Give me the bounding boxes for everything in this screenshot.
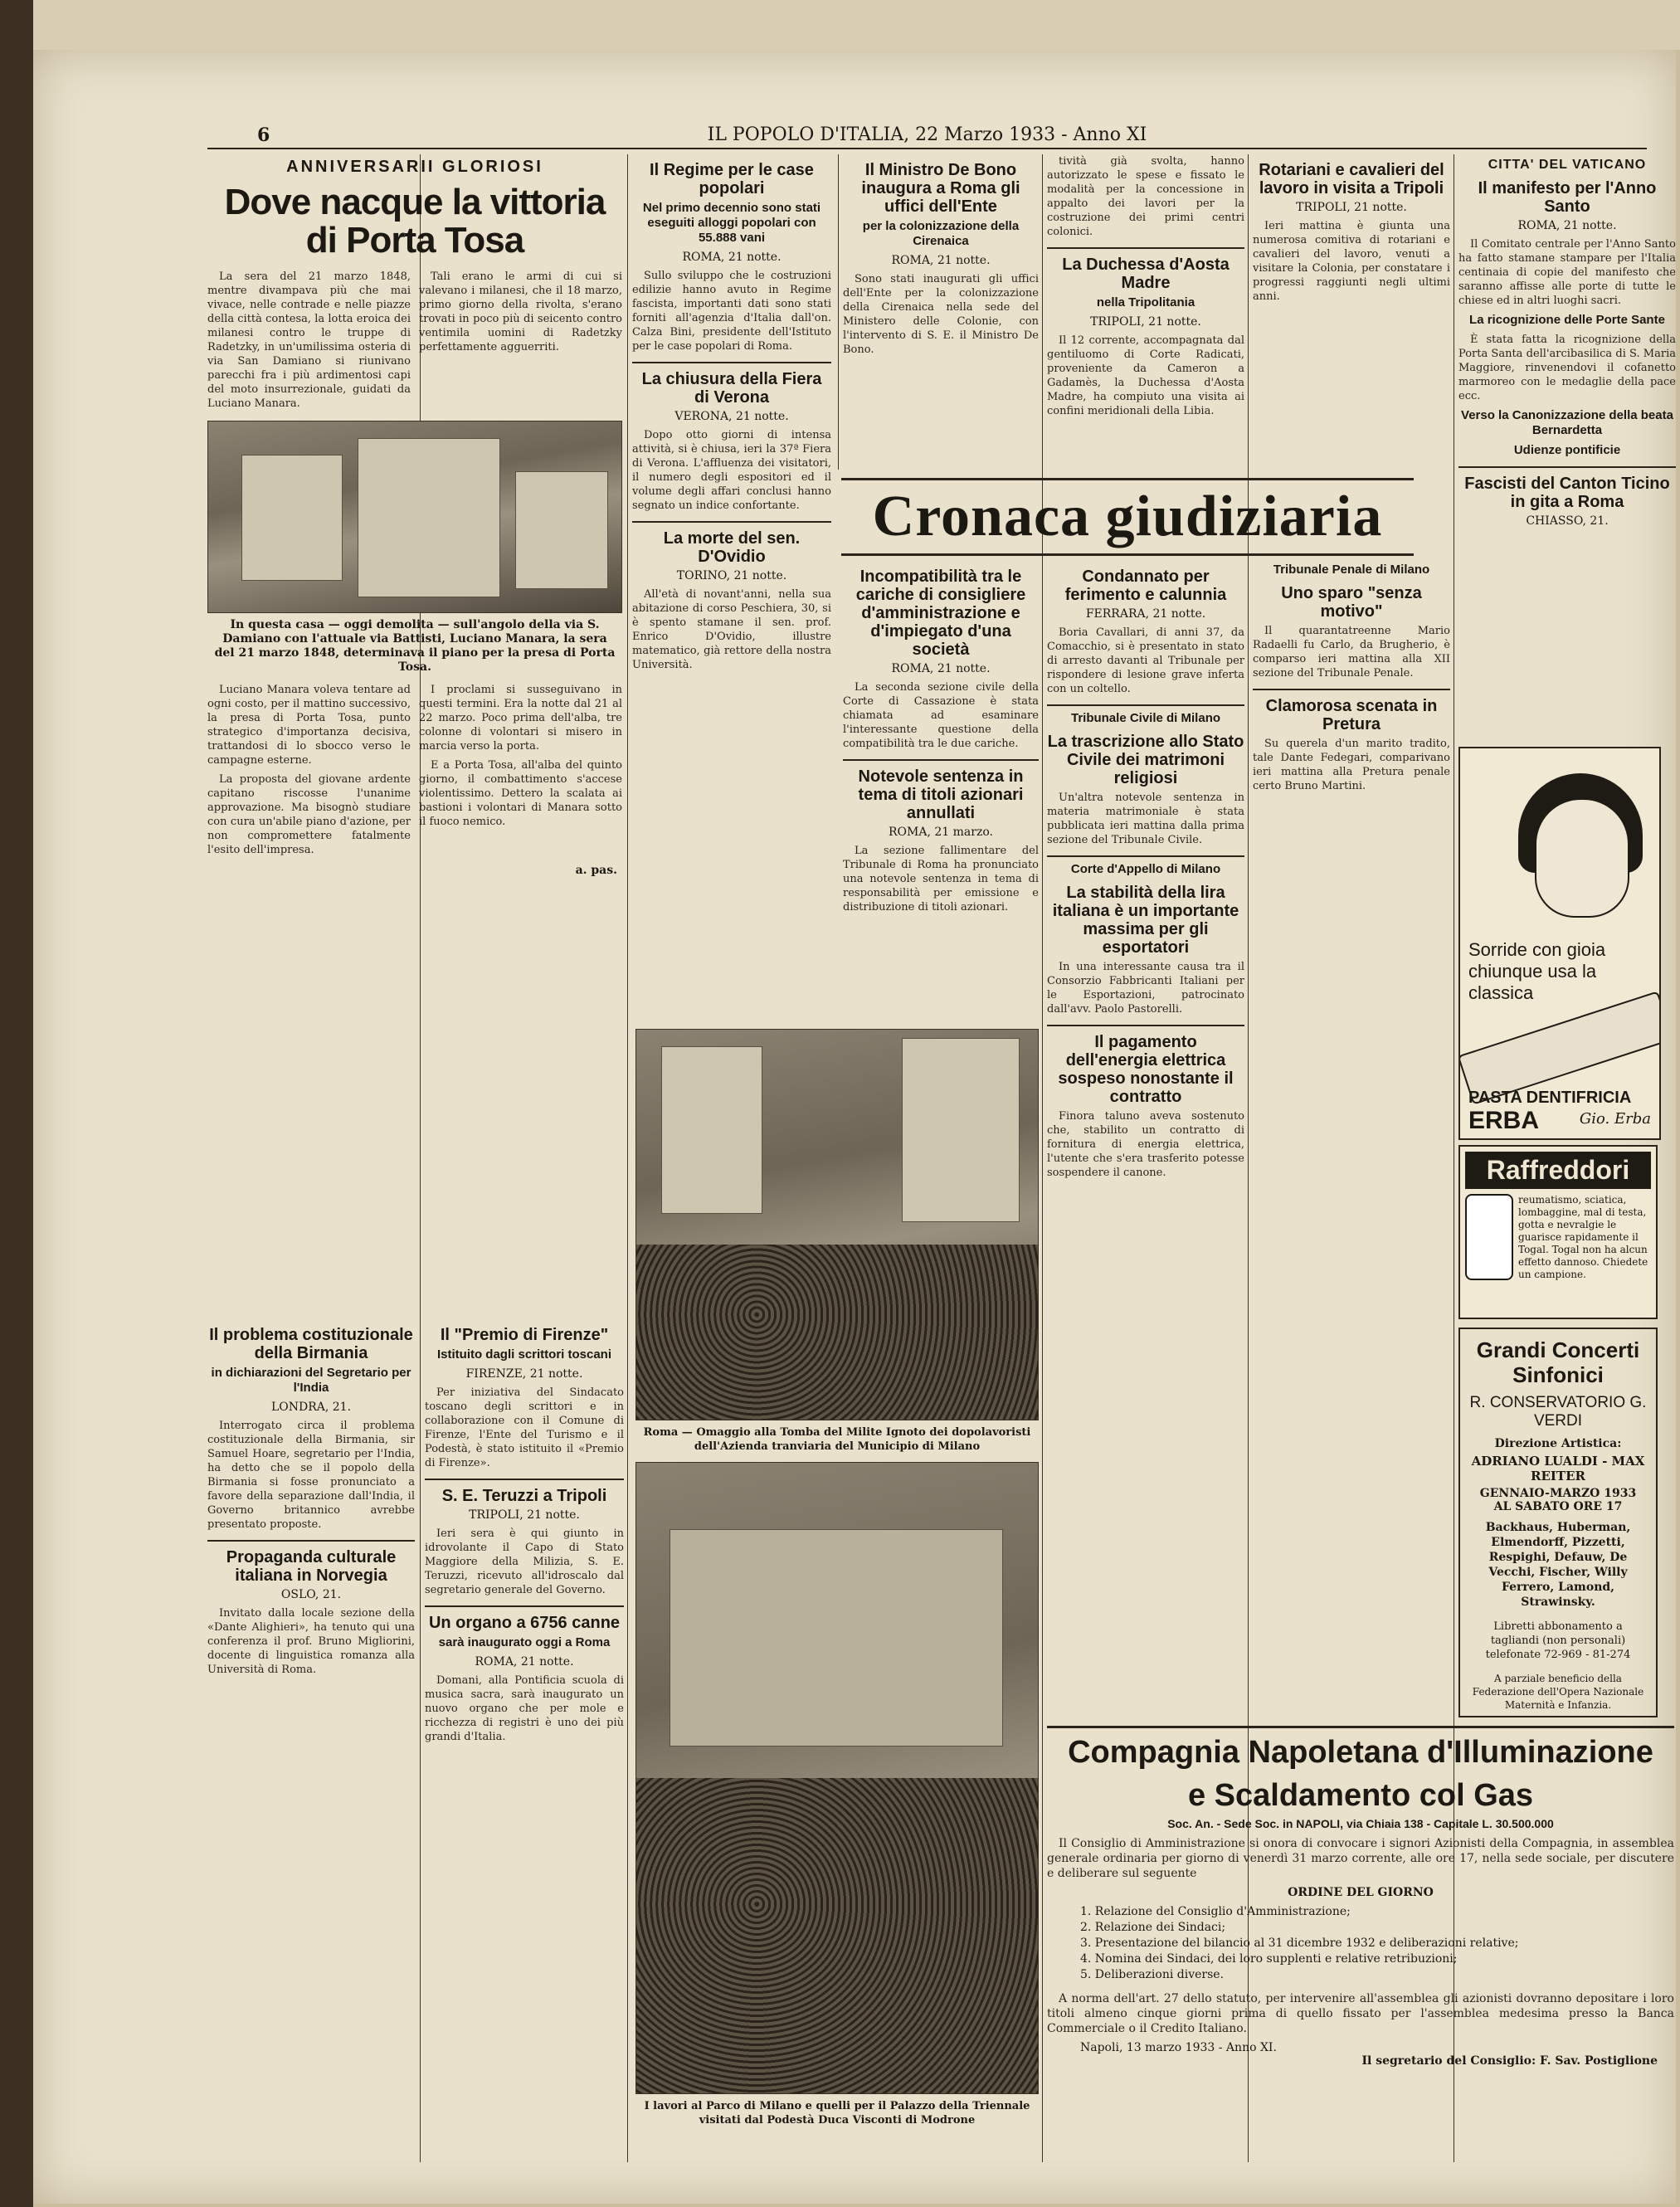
ad-title: Grandi Concerti Sinfonici (1476, 1337, 1640, 1387)
court-kicker: Corte d'Appello di Milano (1070, 862, 1221, 876)
headline-notevole-sentenza: Notevole sentenza in tema di titoli azionari annullati (858, 767, 1024, 822)
ad-tagline: classica (1468, 982, 1534, 1003)
agenda-item: 5. Deliberazioni diverse. (1080, 1968, 1225, 1981)
article-text: I proclami si susseguivano in questi termini. Era la notte dal 21 al 22 marzo. Poco prima dell'alba, tre colonne di volontari si misero in marcia verso la porta. (419, 684, 622, 753)
page-header-title: IL POPOLO D'ITALIA, 22 Marzo 1933 - Anno XI (707, 124, 1147, 145)
dateline: ROMA, 21 notte. (891, 662, 991, 675)
headline-duchessa: La Duchessa d'Aosta Madre (1062, 256, 1230, 292)
agenda-item: 4. Nomina dei Sindaci, dei loro supplenti e relative retribuzioni; (1080, 1952, 1458, 1966)
ad-togal-raffreddori (1458, 1145, 1658, 1319)
court-kicker: Tribunale Penale di Milano (1273, 563, 1430, 577)
dateline: ROMA, 21 notte. (475, 1655, 574, 1669)
article-text: Il Comitato centrale per l'Anno Santo ha fatto stamane stampare per l'Italia centinaia di copie del manifesto che saranno affisse alle porte di tutte le chiese ed in altri luoghi sacri. (1458, 238, 1676, 307)
photo-casa-san-damiano (207, 421, 622, 613)
agenda-item: 2. Relazione dei Sindaci; (1080, 1921, 1226, 1934)
headline-incompatibilita: Incompatibilità tra le cariche di consigliere d'amministrazione e d'impiegato d'una società (855, 568, 1026, 659)
ad-brand-name: ERBA (1468, 1107, 1540, 1134)
dateline: OSLO, 21. (280, 1588, 342, 1601)
article-rotariani (1253, 154, 1450, 470)
headline-ferimento-calunnia: Condannato per ferimento e calunnia (1064, 568, 1227, 604)
article-text: Domani, alla Pontificia scuola di musica sacra, sarà inaugurato un nuovo organo che per mole e ricchezza di registri è uno dei più grandi d'Italia. (425, 1674, 624, 1743)
column-rule (1042, 154, 1043, 2162)
subhead: La ricognizione delle Porte Sante (1469, 313, 1665, 327)
ad-text: Direzione Artistica: (1494, 1437, 1622, 1450)
dateline: FERRARA, 21 notte. (1085, 607, 1206, 621)
ad-tagline: chiunque usa la (1468, 961, 1597, 982)
article-text: All'età di novant'anni, nella sua abitazione di corso Peschiera, 30, si è spento stamane il sen. prof. Enrico D'Ovidio, illustre matematico, già rettore della nostra Università. (632, 588, 831, 671)
section-banner-cronaca-giudiziaria: Cronaca giudiziaria (841, 478, 1414, 556)
photo-milite-ignoto (635, 1029, 1039, 1420)
dateline: TRIPOLI, 21 notte. (1296, 201, 1407, 214)
ad-tagline: Sorride con gioia (1468, 939, 1606, 960)
headline-organo: Un organo a 6756 canne (428, 1614, 621, 1632)
notice-text: A norma dell'art. 27 dello statuto, per intervenire all'assemblea gli azionisti dovranno depositare i loro titoli almeno cinque giorni prima di quello fissato per l'assemblea medesima presso la Banca Commerciale o il Credito Italiano. (1047, 1992, 1674, 2035)
agenda-title: ORDINE DEL GIORNO (1288, 1886, 1434, 1899)
article-text: Dopo otto giorni di intensa attività, si è chiusa, ieri la 37ª Fiera di Verona. L'affluenza dei visitatori, il numero degli espositori ed il volume degli affari conclusi hanno segnato un indice confortante. (632, 429, 831, 512)
ad-title: Raffreddori (1465, 1152, 1651, 1189)
subhead: Nel primo decennio sono stati eseguiti alloggi popolari con 55.888 vani (642, 201, 821, 245)
headline-norvegia: Propaganda culturale italiana in Norvegia (226, 1548, 397, 1585)
notice-date: Napoli, 13 marzo 1933 - Anno XI. (1080, 2041, 1277, 2054)
ad-text: A parziale beneficio della Federazione dell'Opera Nazionale Maternità e Infanzia. (1472, 1673, 1644, 1711)
headline-scenata-pretura: Clamorosa scenata in Pretura (1265, 697, 1438, 733)
article-text: La proposta del giovane ardente capitano riscosse l'unanime approvazione. Ma bisognò studiare con cura un'abile piano d'azione, per non compromettere fatalmente l'esito dell'impresa. (207, 773, 411, 856)
photo-caption: Roma — Omaggio alla Tomba del Milite Ignoto dei dopolavoristi dell'Azienda tranviaria del Municipio di Milano (643, 1426, 1031, 1453)
headline-fiera-verona: La chiusura della Fiera di Verona (641, 370, 822, 407)
ad-text: Libretti abbonamento a tagliandi (non personali) telefonate 72-969 - 81-274 (1485, 1620, 1631, 1661)
agenda-item: 3. Presentazione del bilancio al 31 dicembre 1932 e deliberazioni relative; (1080, 1937, 1519, 1950)
article-text: Ieri mattina è giunta una numerosa comitiva di rotariani e cavalieri del lavoro, venuti a visitare la Colonia, per constatare i progressi raggiunti negli ultimi anni. (1253, 220, 1450, 303)
ad-text: GENNAIO-MARZO 1933 (1479, 1487, 1637, 1500)
headline-rotariani: Rotariani e cavalieri del lavoro in visita a Tripoli (1259, 161, 1444, 197)
article-text: Invitato dalla locale sezione della «Dante Alighieri», ha tenuto qui una conferenza il prof. Bruno Migliorini, docente di linguistica romanza alla Università di Roma. (207, 1607, 415, 1676)
article-text: In una interessante causa tra il Consorzio Fabbricanti Italiani per le Esportazioni, patrocinato dall'avv. Paolo Pastorelli. (1047, 961, 1244, 1016)
headline-canton-ticino: Fascisti del Canton Ticino in gita a Roma (1464, 475, 1670, 511)
column-cronaca-c (1253, 561, 1450, 1316)
subhead: Udienze pontificie (1513, 443, 1621, 457)
headline-premio-firenze: Il "Premio di Firenze" (440, 1326, 609, 1344)
masthead (207, 124, 1647, 149)
ad-brand: PASTA DENTIFRICIA (1468, 1089, 1632, 1107)
page-number: 6 (257, 124, 270, 146)
dateline: VERONA, 21 notte. (674, 410, 789, 423)
dateline: LONDRA, 21. (270, 1401, 352, 1414)
article-text: La seconda sezione civile della Corte di Cassazione è stata chiamata ad esaminare l'interessante questione della compatibilità tra le due cariche. (843, 681, 1039, 750)
subhead: Verso la Canonizzazione della beata Bernardetta (1461, 408, 1673, 437)
article-text: La sezione fallimentare del Tribunale di Roma ha pronunciato una notevole sentenza in tema di responsabilità per emissione e distribuzione di titoli azionari. (843, 845, 1039, 913)
dateline: ROMA, 21 notte. (891, 254, 991, 267)
headline-energia-elettrica: Il pagamento dell'energia elettrica sospeso nonostante il contratto (1058, 1033, 1234, 1106)
column-premio-firenze (425, 1319, 624, 2157)
notice-signer: Il segretario del Consiglio: F. Sav. Postiglione (1361, 2054, 1658, 2068)
subhead: sarà inaugurato oggi a Roma (438, 1635, 611, 1649)
headline-teruzzi: S. E. Teruzzi a Tripoli (441, 1487, 607, 1505)
article-text: Per iniziativa del Sindacato toscano degli scrittori e in collaborazione con il Comune di Firenze, l'Ente del Turismo e il Podestà, è stato istituito il «Premio di Firenze». (425, 1386, 624, 1469)
photo-column (635, 1029, 1039, 2157)
photo-caption: In questa casa — oggi demolita — sull'angolo della via S. Damiano con l'attuale via Battisti, Luciano Manara, la sera del 21 marzo 1848, determinava il piano per la presa di Porta Tosa. (214, 618, 616, 674)
article-text: Tali erano le armi di cui si valevano i milanesi, che il 18 marzo, primo giorno della rivolta, s'erano trovati in poco più di seicento contro ventimila uomini di Radetzky perfettamente agguerriti. (419, 270, 622, 353)
article-text: Su querela d'un marito tradito, tale Dante Fedegari, comparivano ieri mattina alla Pretura penale certo Bruno Martini. (1253, 738, 1450, 792)
dateline: TRIPOLI, 21 notte. (469, 1508, 580, 1522)
notice-title: Compagnia Napoletana d'Illuminazione (1068, 1735, 1653, 1770)
article-kicker: ANNIVERSARII GLORIOSI (286, 158, 543, 176)
ad-subtitle: R. CONSERVATORIO G. VERDI (1469, 1394, 1647, 1430)
dateline: FIRENZE, 21 notte. (465, 1367, 583, 1381)
notice-compagnia-napoletana (1047, 1726, 1674, 2176)
notice-title: e Scaldamento col Gas (1187, 1778, 1534, 1813)
article-text: Sullo sviluppo che le costruzioni edilizie hanno avuto in Regime fascista, importanti dati sono stati forniti all'agenzia d'Italia dall'on. Calza Bini, presidente dell'Istituto per le case popolari di Roma. (632, 270, 831, 353)
dateline: CHIASSO, 21. (1526, 514, 1609, 528)
agenda-list (1047, 1904, 1674, 1983)
headline-de-bono: Il Ministro De Bono inaugura a Roma gli uffici dell'Ente (861, 161, 1020, 216)
medicine-bottle-icon (1465, 1194, 1513, 1280)
article-text: E a Porta Tosa, all'alba del quinto giorno, il combattimento s'accese violentissimo. Dettero la scalata ai bastioni i volontari di Manara sotto il fuoco nemico. (419, 759, 622, 828)
court-kicker: Tribunale Civile di Milano (1070, 711, 1221, 725)
headline-case-popolari: Il Regime per le case popolari (650, 161, 814, 197)
headline-trascrizione: La trascrizione allo Stato Civile dei matrimoni religiosi (1047, 733, 1244, 787)
article-signature: a. pas. (575, 864, 617, 877)
subhead: per la colonizzazione della Cirenaica (862, 219, 1020, 248)
article-text: La sera del 21 marzo 1848, mentre divampava più che mai vivace, nelle contrade e nelle piazze della città contesa, la lotta eroica dei milanesi contro le truppe di Radetzky, in un'umilissima osteria di via San Damiano si riunivano parecchi fra i più ardimentosi capi del moto insurrezionale, guidati da Luciano Manara. (207, 270, 411, 410)
headline-birmania: Il problema costituzionale della Birmania (209, 1326, 413, 1362)
page-top-margin (33, 0, 1680, 50)
headline-uno-sparo: Uno sparo "senza motivo" (1281, 584, 1422, 621)
dateline: ROMA, 21 notte. (1517, 219, 1617, 232)
adjacent-page-edge (0, 0, 33, 2207)
dateline: TORINO, 21 notte. (676, 569, 787, 582)
article-text: tività già svolta, hanno autorizzato le spese e fissato le modalità per la concessione in appalto dei lavori per la costruzione dei primi centri colonici. (1047, 155, 1244, 238)
article-text: Il 12 corrente, accompagnata dal gentiluomo di Corte Radicati, proveniente da Cameron a Gadamès, la Duchessa d'Aosta Madre, ha compiuto una visita ai confini meridionali della Libia. (1047, 334, 1244, 417)
article-text: Finora taluno aveva sostenuto che, stabilito un contratto di fornitura di energia elettrica, l'utente che s'era trasferito potesse sospendere il canone. (1047, 1110, 1244, 1179)
dateline: ROMA, 21 notte. (682, 251, 782, 264)
article-text: Luciano Manara voleva tentare ad ogni costo, per il mattino successivo, la presa di Porta Tosa, punto strategico d'importanza decisiva, trattandosi di lo sbocco verso le campagne esterne. (207, 684, 411, 767)
headline-stabilita-lira: La stabilità della lira italiana è un importante massima per gli esportatori (1052, 884, 1239, 957)
ad-signature: Gio. Erba (1579, 1110, 1651, 1128)
article-porta-tosa (207, 154, 622, 1308)
article-text: Interrogato circa il problema costituzionale della Birmania, sir Samuel Hoare, segretario per l'India, ha detto che se il popolo della Birmania si fosse pronunciato a favore della separazione dall'India, il Governo britannico avrebbe presentato proposte. (207, 1420, 415, 1531)
ad-text: ADRIANO LUALDI - MAX REITER (1471, 1454, 1645, 1484)
article-de-bono (843, 154, 1039, 470)
ad-text: Backhaus, Huberman, Elmendorff, Pizzetti, Respighi, Defauw, De Vecchi, Fischer, Willy Ferrero, Lamond, Strawinsky. (1485, 1521, 1631, 1609)
ad-grandi-concerti (1458, 1328, 1658, 1717)
section-kicker: CITTA' DEL VATICANO (1488, 158, 1647, 172)
column-rule (627, 154, 628, 2162)
subhead: nella Tripolitania (1096, 295, 1195, 309)
column-birmania (207, 1319, 415, 2157)
article-text: Un'altra notevole sentenza in materia matrimoniale è stata pubblicata ieri mattina dalla prima sezione del Tribunale Civile. (1047, 792, 1244, 846)
article-text: Ieri sera è qui giunto in idrovolante il Capo di Stato Maggiore della Milizia, S. E. Teruzzi, ricevuto all'idroscalo dal segretario generale del Governo. (425, 1527, 624, 1596)
article-headline: Dove nacque la vittoria di Porta Tosa (224, 182, 606, 261)
article-text: Sono stati inaugurati gli uffici dell'Ente per la colonizzazione della Cirenaica nella sede del Ministero delle Colonie, con l'intervento di S. E. il Ministro De Bono. (843, 273, 1039, 356)
ad-text: AL SABATO ORE 17 (1493, 1500, 1623, 1513)
article-text: È stata fatta la ricognizione della Porta Santa dell'arcibasilica di S. Maria Maggiore, rinvenendovi il cofanetto marmoreo con le medaglie della pace ecc. (1458, 334, 1676, 402)
ad-pasta-dentifricia-erba (1458, 747, 1661, 1140)
column-rule (838, 154, 839, 470)
article-text: Il quarantatreenne Mario Radaelli fu Carlo, da Brugherio, è comparso ieri mattina alla XII sezione del Tribunale Penale. (1253, 625, 1450, 680)
headline-anno-santo: Il manifesto per l'Anno Santo (1478, 179, 1657, 216)
photo-parco-milano (635, 1462, 1039, 2094)
photo-caption: I lavori al Parco di Milano e quelli per il Palazzo della Triennale visitati dal Podestà Duca Visconti di Modrone (644, 2100, 1030, 2127)
subhead: in dichiarazioni del Segretario per l'India (211, 1366, 411, 1395)
agenda-item: 1. Relazione del Consiglio d'Amministrazione; (1080, 1905, 1351, 1918)
notice-legal-info: Soc. An. - Sede Soc. in NAPOLI, via Chiaia 138 - Capitale L. 30.500.000 (1167, 1817, 1554, 1830)
article-text: Boria Cavallari, di anni 37, da Comacchio, si è presentato in stato di arresto davanti al Tribunale per rispondere di lesione grave inferta con un coltello. (1047, 626, 1244, 695)
article-duchessa-aosta (1047, 154, 1244, 470)
notice-text: Il Consiglio di Amministrazione si onora di convocare i signori Azionisti della Compagnia, in assemblea generale ordinaria per giorno di venerdì 31 marzo corrente, alle ore 17, nella sede sociale, per discutere e deliberare sul seguente (1047, 1837, 1674, 1880)
headline-morte-dovidio: La morte del sen. D'Ovidio (663, 529, 801, 566)
ad-text: reumatismo, sciatica, lombaggine, mal di testa, gotta e nevralgie le guarisce rapidamente il Togal. Togal non ha alcun effetto dannoso. Chiedete un campione. (1518, 1194, 1648, 1280)
subhead: Istituito dagli scrittori toscani (436, 1347, 612, 1362)
dateline: ROMA, 21 marzo. (889, 826, 993, 839)
dateline: TRIPOLI, 21 notte. (1090, 315, 1201, 329)
